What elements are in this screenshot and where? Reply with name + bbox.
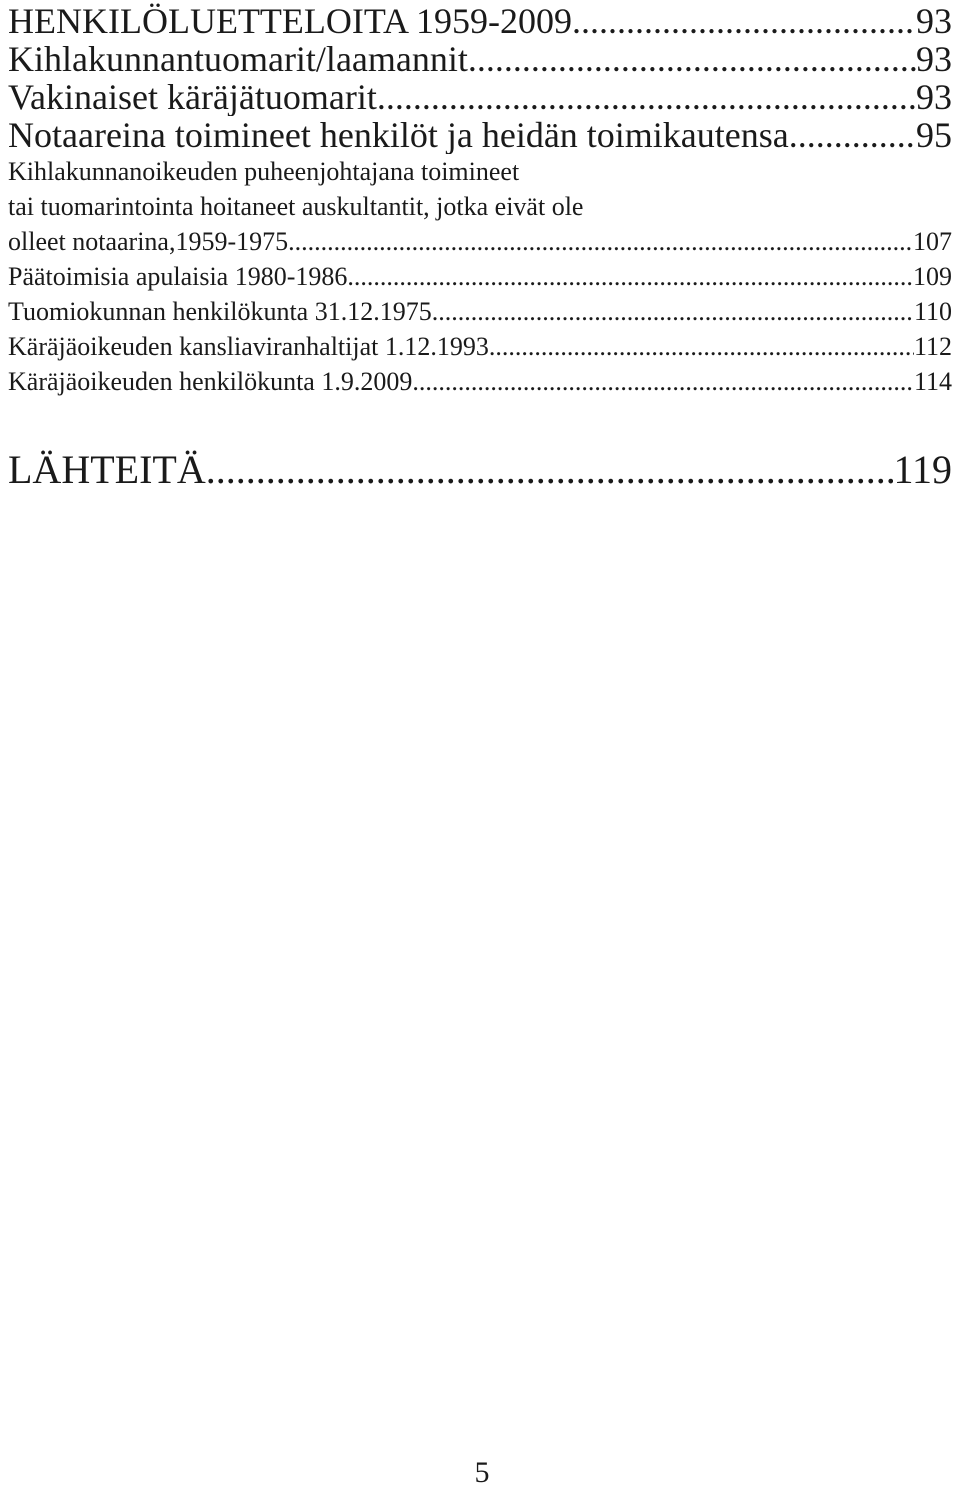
toc-sources-title: LÄHTEITÄ — [8, 447, 206, 492]
toc-entry — [8, 364, 952, 399]
dot-leader — [572, 2, 916, 40]
table-of-contents — [8, 0, 952, 399]
dot-leader — [432, 294, 914, 329]
toc-entry — [8, 78, 952, 116]
toc-entry-title: Tuomiokunnan henkilökunta 31.12.1975 — [8, 297, 432, 326]
toc-entry-page: 110 — [913, 297, 952, 326]
dot-leader — [347, 259, 913, 294]
toc-entry-line: Kihlakunnanoikeuden puheenjohtajana toimineet — [8, 157, 520, 186]
dot-leader — [489, 329, 914, 364]
toc-entry — [8, 116, 952, 154]
dot-leader — [412, 364, 914, 399]
toc-entry-page: 107 — [913, 227, 952, 256]
toc-entry-title: Käräjäoikeuden henkilökunta 1.9.2009 — [8, 367, 413, 396]
toc-entry-page: 112 — [913, 332, 952, 361]
toc-heading-page: 93 — [916, 2, 952, 40]
toc-entry-page: 114 — [913, 367, 952, 396]
dot-leader — [377, 78, 916, 116]
toc-entry — [8, 224, 952, 259]
page-number: 5 — [474, 1456, 490, 1489]
toc-entry-page: 93 — [916, 40, 952, 78]
toc-sources-page: 119 — [893, 447, 952, 492]
dot-leader — [288, 224, 913, 259]
toc-heading-title: HENKILÖLUETTELOITA 1959-2009 — [8, 2, 572, 40]
toc-entry-title: Päätoimisia apulaisia 1980-1986 — [8, 262, 348, 291]
toc-entry-title: Notaareina toimineet henkilöt ja heidän toimikautensa — [8, 116, 789, 154]
dot-leader — [468, 40, 916, 78]
dot-leader — [789, 116, 916, 154]
toc-entry-title: olleet notaarina,1959-1975 — [8, 227, 289, 256]
toc-entry — [8, 40, 952, 78]
toc-sources — [8, 446, 952, 494]
toc-entry-line: tai tuomarintointa hoitaneet auskultantit, jotka eivät ole — [8, 192, 584, 221]
toc-entry — [8, 259, 952, 294]
toc-entry-title: Käräjäoikeuden kansliaviranhaltijat 1.12.1993 — [8, 332, 489, 361]
dot-leader — [206, 446, 894, 494]
toc-entry-page: 95 — [916, 116, 952, 154]
toc-entry-title: Kihlakunnantuomarit/laamannit — [8, 40, 468, 78]
toc-heading-henkiloluetteloita — [8, 2, 952, 40]
toc-entry-title: Vakinaiset käräjätuomarit — [8, 78, 377, 116]
toc-entry — [8, 329, 952, 364]
toc-entry-page: 109 — [913, 262, 952, 291]
toc-entry-page: 93 — [916, 78, 952, 116]
toc-entry — [8, 294, 952, 329]
